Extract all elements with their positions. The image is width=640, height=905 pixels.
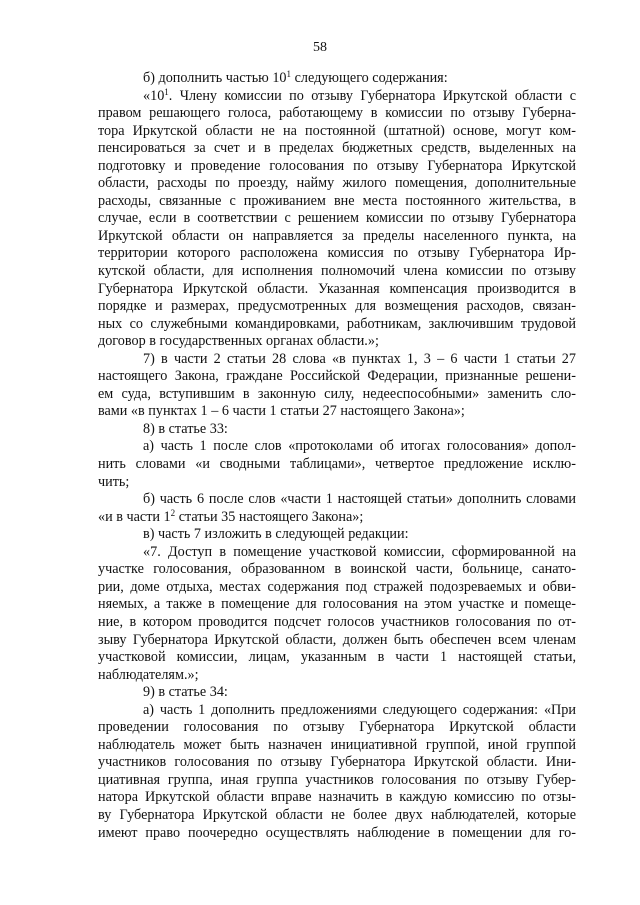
text-run: пенсироваться за счет и в пределах бюджетных средств, выделенных на bbox=[98, 140, 576, 157]
text-run: расходы, связанные с проживанием вне места постоянного жительства, в bbox=[98, 192, 576, 209]
text-run: а) часть 1 после слов «протоколами об итогах голосования» допол- bbox=[143, 438, 576, 455]
text-run: договор в государственных органах области.»; bbox=[98, 333, 379, 350]
text-line bbox=[98, 702, 576, 720]
text-line bbox=[98, 579, 576, 597]
text-run: территории которого расположена комиссия по отзыву Губернатора Ир- bbox=[98, 245, 576, 262]
text-line bbox=[98, 140, 576, 158]
text-run: 7) в части 2 статьи 28 слова «в пунктах 1, 3 – 6 части 1 статьи 27 bbox=[143, 350, 576, 367]
text-run: участников голосования по отзыву Губернатора Иркутской области. Ини- bbox=[98, 754, 576, 771]
text-line bbox=[98, 175, 576, 193]
text-run: . Члену комиссии по отзыву Губернатора Иркутской области с bbox=[168, 87, 576, 104]
text-line bbox=[98, 509, 576, 527]
text-line bbox=[98, 789, 576, 807]
text-run: наблюдатель может быть назначен инициативной группой, иной группой bbox=[98, 736, 576, 753]
text-line bbox=[98, 158, 576, 176]
text-line bbox=[98, 281, 576, 299]
page-number: 58 bbox=[313, 40, 327, 55]
text-line bbox=[98, 719, 576, 737]
text-run: Иркутской области он направляется за пределы населенного пункта, на bbox=[98, 227, 576, 244]
text-run: кутской области, для исполнения полномочий члена комиссии по отзыву bbox=[98, 263, 576, 280]
text-line bbox=[98, 421, 576, 439]
text-line bbox=[98, 544, 576, 562]
text-line bbox=[98, 632, 576, 650]
text-run: «7. Доступ в помещение участковой комиссии, сформированной на bbox=[143, 543, 576, 560]
text-line bbox=[98, 474, 576, 492]
text-run: а) часть 1 дополнить предложениями следующего содержания: «При bbox=[143, 701, 576, 718]
text-line bbox=[98, 807, 576, 825]
text-run: «и в части 1 bbox=[98, 508, 171, 525]
text-line bbox=[98, 316, 576, 334]
text-line bbox=[98, 825, 576, 843]
text-run: подготовку и проведение голосования по отзыву Губернатора Иркутской bbox=[98, 157, 576, 174]
text-run: ных со служебными командировками, работникам, заключившим трудовой bbox=[98, 315, 576, 332]
text-line bbox=[98, 596, 576, 614]
text-line bbox=[98, 193, 576, 211]
text-line bbox=[98, 228, 576, 246]
text-run: имеют право поочередно осуществлять наблюдение в помещении для го- bbox=[98, 824, 576, 841]
text-run: тора Иркутской области не на постоянной (штатной) основе, могут ком- bbox=[98, 122, 576, 139]
text-run: в) часть 7 изложить в следующей редакции: bbox=[143, 526, 409, 543]
text-run: 9) в статье 34: bbox=[143, 684, 228, 701]
text-run: зыву Губернатора Иркутской области, должен быть обеспечен всем членам bbox=[98, 631, 576, 648]
text-line bbox=[98, 210, 576, 228]
superscript: 1 bbox=[286, 69, 292, 79]
text-line bbox=[98, 70, 576, 88]
text-run: области, расходы по проезду, найму жилого помещения, дополнительные bbox=[98, 175, 576, 192]
text-run: случае, если в соответствии с решением комиссии по отзыву Губернатора bbox=[98, 210, 576, 227]
text-line bbox=[98, 561, 576, 579]
text-run: следующего содержания: bbox=[291, 70, 448, 86]
text-line bbox=[98, 245, 576, 263]
text-line bbox=[98, 649, 576, 667]
text-run: наблюдателям.»; bbox=[98, 666, 199, 683]
text-run: циативная группа, иная группа участников голосования по отзыву Губер- bbox=[98, 771, 576, 788]
text-line bbox=[98, 491, 576, 509]
text-line bbox=[98, 456, 576, 474]
text-run: 8) в статье 33: bbox=[143, 420, 228, 437]
text-run: нить словами «и сводными таблицами», четвертое предложение исклю- bbox=[98, 456, 576, 473]
text-line bbox=[98, 298, 576, 316]
text-run: ву Губернатора Иркутской области не более двух наблюдателей, которые bbox=[98, 806, 576, 823]
text-line bbox=[98, 386, 576, 404]
text-line bbox=[98, 403, 576, 421]
text-line bbox=[98, 368, 576, 386]
superscript: 1 bbox=[164, 86, 169, 97]
text-line bbox=[98, 351, 576, 369]
text-line bbox=[98, 263, 576, 281]
text-run: вами «в пунктах 1 – 6 части 1 статьи 27 настоящего Закона»; bbox=[98, 403, 465, 420]
text-line bbox=[98, 438, 576, 456]
text-line bbox=[98, 667, 576, 685]
text-run: Губернатора Иркутской области. Указанная компенсация производится в bbox=[98, 280, 576, 297]
text-line bbox=[98, 737, 576, 755]
text-line bbox=[98, 614, 576, 632]
text-run: ние, в котором проводится подсчет голосов участников голосования по от- bbox=[98, 613, 576, 630]
text-run: рии, доме отдыха, местах содержания под стражей подозреваемых и обви- bbox=[98, 578, 576, 595]
text-run: проведении голосования по отзыву Губернатора Иркутской области bbox=[98, 719, 576, 736]
text-run: натора Иркутской области вправе назначить в каждую комиссию по отзы- bbox=[98, 789, 576, 806]
text-run: настоящего Закона, граждане Российской Федерации, признанные решени- bbox=[98, 368, 576, 385]
text-run: участковой комиссии, лицам, указанным в части 1 настоящей статьи, bbox=[98, 649, 576, 666]
text-run: б) часть 6 после слов «части 1 настоящей статьи» дополнить словами bbox=[143, 491, 576, 508]
text-line bbox=[98, 123, 576, 141]
text-line bbox=[98, 754, 576, 772]
text-line bbox=[98, 88, 576, 106]
text-run: порядке и размерах, предусмотренных для возмещения расходов, связан- bbox=[98, 298, 576, 315]
text-run: правом решающего голоса, работающему в комиссии по отзыву Губерна- bbox=[98, 105, 576, 122]
text-line bbox=[98, 333, 576, 351]
text-run: няемых, а также в помещение для голосования на этом участке и помеще- bbox=[98, 596, 576, 613]
text-run: б) дополнить частью 10 bbox=[143, 70, 287, 86]
document-body bbox=[98, 70, 576, 842]
text-run: участке голосования, образованном в воинской части, больнице, санато- bbox=[98, 561, 576, 578]
text-line bbox=[98, 105, 576, 123]
superscript: 2 bbox=[170, 507, 176, 518]
text-run: статьи 35 настоящего Закона»; bbox=[175, 508, 364, 525]
text-line bbox=[98, 526, 576, 544]
text-run: «10 bbox=[143, 87, 165, 104]
text-line bbox=[98, 772, 576, 790]
text-run: ем суда, вступившим в законную силу, недееспособными» заменить сло- bbox=[98, 385, 576, 402]
text-line bbox=[98, 684, 576, 702]
text-run: чить; bbox=[98, 473, 130, 490]
